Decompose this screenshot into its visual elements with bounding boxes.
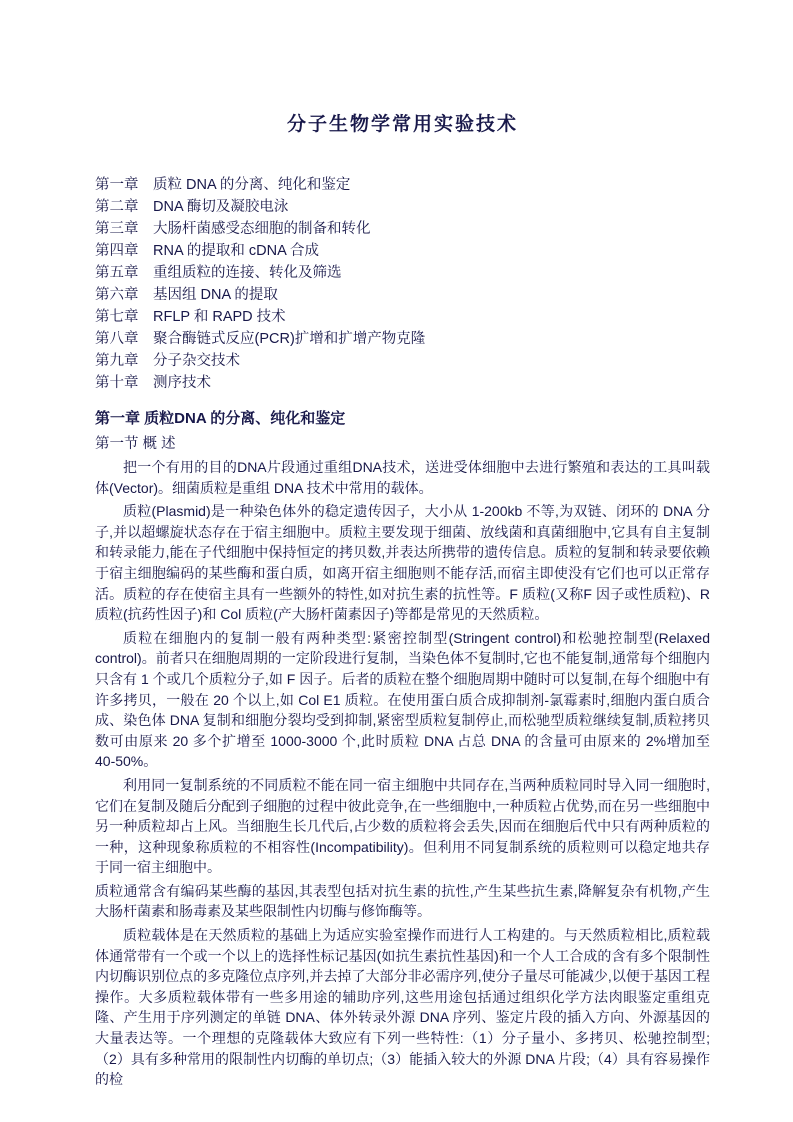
paragraph: 质粒载体是在天然质粒的基础上为适应实验室操作而进行人工构建的。与天然质粒相比,质粒载体通常带有一个或一个以上的选择性标记基因(如抗生素抗性基因)和一个人工合成的含有多个限制性内切酶识别位点的多克隆位点序列,并去掉了大部分非必需序列,使分子量尽可能减少,以便于基因工程操作。大多质粒载体带有一些多用途的辅助序列,这些用途包括通过组织化学方法肉眼鉴定重组克隆、产生用于序列测定的单链 DNA、体外转录外源 DNA 序列、鉴定片段的插入方向、外源基因的大量表达等。一个理想的克隆载体大致应有下列一些特性:（1）分子量小、多拷贝、松驰控制型;（2）具有多种常用的限制性内切酶的单切点;（3）能插入较大的外源 DNA 片段;（4）具有容易操作的检 [95,927,710,1088]
paragraph: 质粒(Plasmid)是一种染色体外的稳定遗传因子，大小从 1-200kb 不等,为双链、闭环的 DNA 分子,并以超螺旋状态存在于宿主细胞中。质粒主要发现于细菌、放线菌和真菌细胞中,它具有自主复制和转录能力,能在子代细胞中保持恒定的拷贝数,并表达所携带的遗传信息。质粒的复制和转录要依赖于宿主细胞编码的某些酶和蛋白质，如离开宿主细胞则不能存活,而宿主即使没有它们也可以正常存活。质粒的存在使宿主具有一些额外的特性,如对抗生素的抗性等。F 质粒(又称F 因子或性质粒)、R 质粒(抗药性因子)和 Col 质粒(产大肠杆菌素因子)等都是常见的天然质粒。 [95,503,710,623]
paragraph: 利用同一复制系统的不同质粒不能在同一宿主细胞中共同存在,当两种质粒同时导入同一细胞时,它们在复制及随后分配到子细胞的过程中彼此竞争,在一些细胞中,一种质粒占优势,而在另一些细胞中另一种质粒却占上风。当细胞生长几代后,占少数的质粒将会丢失,因而在细胞后代中只有两种质粒的一种，这种现象称质粒的不相容性(Incompatibility)。但利用不同复制系统的质粒则可以稳定地共存于同一宿主细胞中。 [95,776,710,876]
chapter-1-heading: 第一章 质粒DNA 的分离、纯化和鉴定 [95,410,346,427]
table-of-contents [95,174,710,394]
toc-item-chapter-7: 第七章 RFLP 和 RAPD 技术 [95,309,286,325]
toc-item-chapter-6: 第六章 基因组 DNA 的提取 [95,287,278,303]
paragraph: 把一个有用的目的DNA片段通过重组DNA技术，送进受体细胞中去进行繁殖和表达的工具叫载体(Vector)。细菌质粒是重组 DNA 技术中常用的载体。 [95,459,710,496]
paragraph: 质粒在细胞内的复制一般有两种类型:紧密控制型(Stringent control)和松驰控制型(Relaxed control)。前者只在细胞周期的一定阶段进行复制，当染色体不复制时,它也不能复制,通常每个细胞内只含有 1 个或几个质粒分子,如 F 因子。后者的质粒在整个细胞周期中随时可以复制,在每个细胞中有许多拷贝，一般在 20 个以上,如 Col E1 质粒。在使用蛋白质合成抑制剂-氯霉素时,细胞内蛋白质合成、染色体 DNA 复制和细胞分裂均受到抑制,紧密型质粒复制停止,而松驰型质粒继续复制,质粒拷贝数可由原来 20 多个扩增至 1000-3000 个,此时质粒 DNA 占总 DNA 的含量可由原来的 2%增加至 40-50%。 [95,629,710,770]
toc-item-chapter-1: 第一章 质粒 DNA 的分离、纯化和鉴定 [95,177,351,193]
chapter-1-body [95,457,710,1090]
toc-item-chapter-8: 第八章 聚合酶链式反应(PCR)扩增和扩增产物克隆 [95,331,426,347]
toc-item-chapter-4: 第四章 RNA 的提取和 cDNA 合成 [95,243,319,259]
toc-item-chapter-9: 第九章 分子杂交技术 [95,353,240,369]
toc-item-chapter-3: 第三章 大肠杆菌感受态细胞的制备和转化 [95,221,371,237]
paragraph: 质粒通常含有编码某些酶的基因,其表型包括对抗生素的抗性,产生某些抗生素,降解复杂有机物,产生大肠杆菌素和肠毒素及某些限制性内切酶与修饰酶等。 [95,882,710,920]
section-1-heading: 第一节 概 述 [95,436,176,452]
toc-item-chapter-2: 第二章 DNA 酶切及凝胶电泳 [95,199,289,215]
toc-item-chapter-10: 第十章 测序技术 [95,375,211,391]
document-title: 分子生物学常用实验技术 [286,114,518,135]
toc-item-chapter-5: 第五章 重组质粒的连接、转化及筛选 [95,265,342,281]
